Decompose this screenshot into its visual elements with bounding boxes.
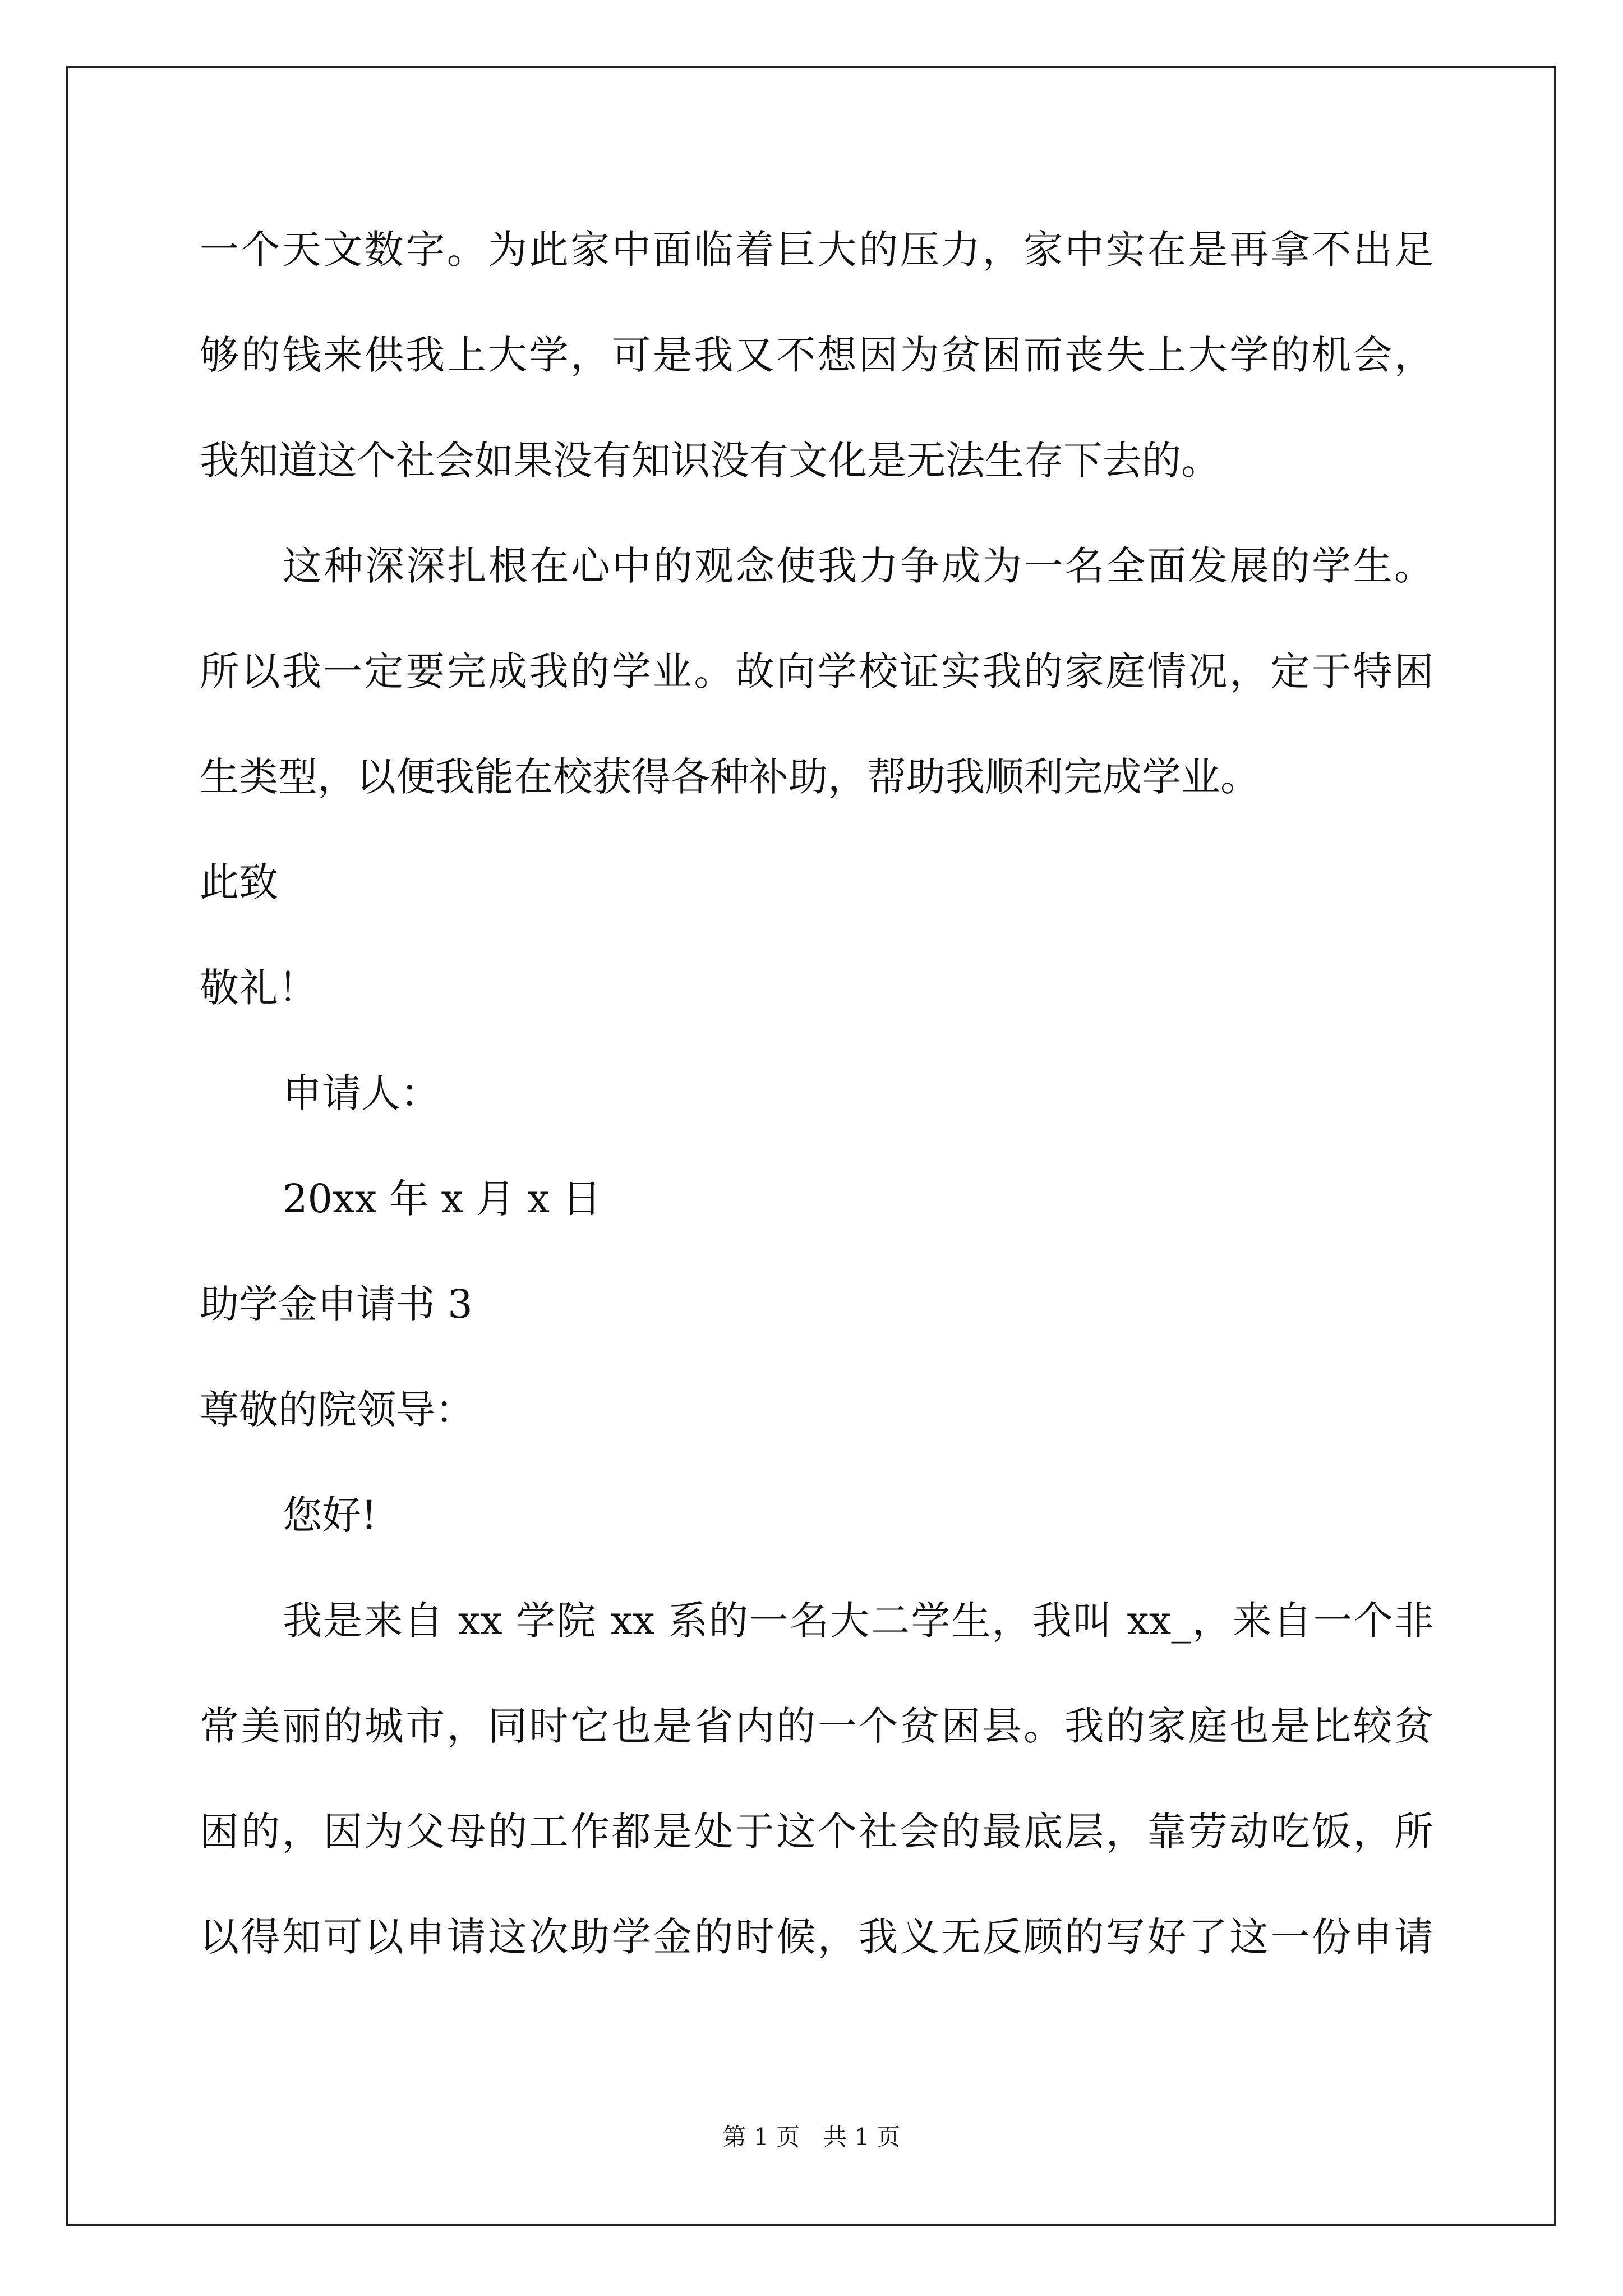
paragraph-line: 这种深深扎根在心中的观念使我力争成为一名全面发展的学生。 [283, 543, 1433, 589]
page-footer: 第 1 页 共 1 页 [722, 2123, 901, 2151]
paragraph-line: 一个天文数字。为此家中面临着巨大的压力，家中实在是再拿不出足 [200, 227, 1433, 273]
paragraph-line: 我是来自 xx 学院 xx 系的一名大二学生，我叫 xx_，来自一个非 [283, 1598, 1433, 1644]
greeting-line: 您好! [283, 1492, 377, 1538]
paragraph-line: 我知道这个社会如果没有知识没有文化是无法生存下去的。 [200, 438, 1220, 484]
letter-greeting: 尊敬的院领导： [200, 1387, 474, 1433]
section-title: 助学金申请书 3 [200, 1281, 473, 1327]
paragraph-line: 所以我一定要完成我的学业。故向学校证实我的家庭情况，定于特困 [200, 648, 1433, 694]
paragraph-line: 生类型，以便我能在校获得各种补助，帮助我顺利完成学业。 [200, 754, 1260, 800]
paragraph-line: 以得知可以申请这次助学金的时候，我义无反顾的写好了这一份申请 [200, 1914, 1433, 1960]
closing-salutation: 此致 [200, 859, 278, 905]
closing-regards: 敬礼！ [200, 965, 317, 1011]
applicant-label: 申请人： [283, 1070, 440, 1116]
paragraph-line: 常美丽的城市，同时它也是省内的一个贫困县。我的家庭也是比较贫 [200, 1703, 1433, 1749]
date-line: 20xx 年 x 月 x 日 [283, 1176, 602, 1222]
paragraph-line: 够的钱来供我上大学，可是我又不想因为贫困而丧失上大学的机会， [200, 332, 1433, 378]
page-border [66, 66, 1556, 2226]
paragraph-line: 困的，因为父母的工作都是处于这个社会的最底层，靠劳动吃饭，所 [200, 1809, 1433, 1855]
